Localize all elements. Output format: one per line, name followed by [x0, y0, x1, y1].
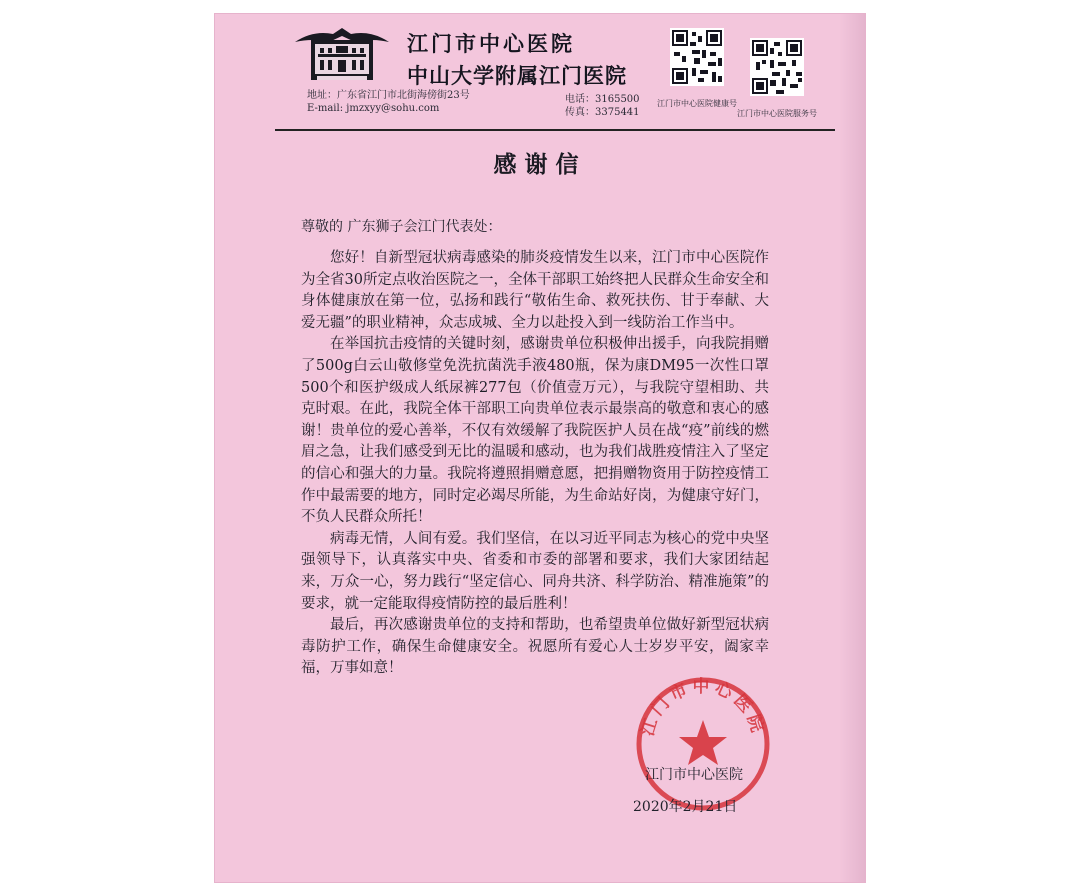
- letter-date: 2020年2月21日: [633, 799, 738, 815]
- salutation: 尊敬的 广东狮子会江门代表处：: [301, 219, 502, 235]
- hospital-name: 江门市中心医院: [407, 32, 575, 56]
- letterhead-divider: [275, 129, 835, 131]
- letter-title: 感谢信: [493, 152, 587, 178]
- qr-label: 江门市中心医院健康号: [657, 99, 737, 108]
- signature: 江门市中心医院: [645, 767, 743, 783]
- phone-text: 电话：3165500: [565, 94, 640, 105]
- qr-code-icon: [750, 38, 804, 96]
- affiliate-name: 中山大学附属江门医院: [407, 64, 627, 88]
- svg-text:江门市中心医院: 江门市中心医院: [637, 677, 769, 739]
- qr-label: 江门市中心医院服务号: [737, 109, 817, 118]
- email-text: E-mail: jmzxyy@sohu.com: [307, 103, 440, 114]
- fax-text: 传真：3375441: [565, 107, 640, 118]
- letter-body: [301, 248, 769, 680]
- paragraph: 最后，再次感谢贵单位的支持和帮助，也希望贵单位做好新型冠状病毒防护工作，确保生命健康安全。祝愿所有爱心人士岁岁平安，阖家幸福，万事如意！: [301, 617, 769, 677]
- address-text: 地址：广东省江门市北街海傍街23号: [307, 90, 470, 101]
- paragraph: 您好！自新型冠状病毒感染的肺炎疫情发生以来，江门市中心医院作为全省30所定点收治医院之一，全体干部职工始终把人民群众生命安全和身体健康放在第一位，弘扬和践行“敬佑生命、救死扶伤、甘于奉献、大爱无疆”的职业精神，众志成城、全力以赴投入到一线防治工作当中。: [301, 250, 769, 331]
- letter-paper: [215, 14, 865, 882]
- paragraph: 病毒无情，人间有爱。我们坚信，在以习近平同志为核心的党中央坚强领导下，认真落实中央、省委和市委的部署和要求，我们大家团结起来，万众一心，努力践行“坚定信心、同舟共济、科学防治、精准施策”的要求，就一定能取得疫情防控的最后胜利！: [301, 530, 769, 612]
- qr-code-icon: [670, 28, 724, 86]
- official-seal: [633, 674, 773, 814]
- hospital-logo: [293, 24, 391, 86]
- paragraph: 在举国抗击疫情的关键时刻，感谢贵单位积极伸出援手，向我院捐赠了500g白云山敬修堂免洗抗菌洗手液480瓶，保为康DM95一次性口罩500个和医护级成人纸尿裤277包（价值壹万元），与我院守望相助、共克时艰。在此，我院全体干部职工向贵单位表示最崇高的敬意和衷心的感谢！贵单位的爱心善举，不仅有效缓解了我院医护人员在战“疫”前线的燃眉之急，让我们感受到无比的温暖和感动，也为我们战胜疫情注入了坚定的信心和强大的力量。我院将遵照捐赠意愿，把捐赠物资用于防控疫情工作中最需要的地方，同时定必竭尽所能，为生命站好岗，为健康守好门，不负人民群众所托！: [301, 336, 769, 526]
